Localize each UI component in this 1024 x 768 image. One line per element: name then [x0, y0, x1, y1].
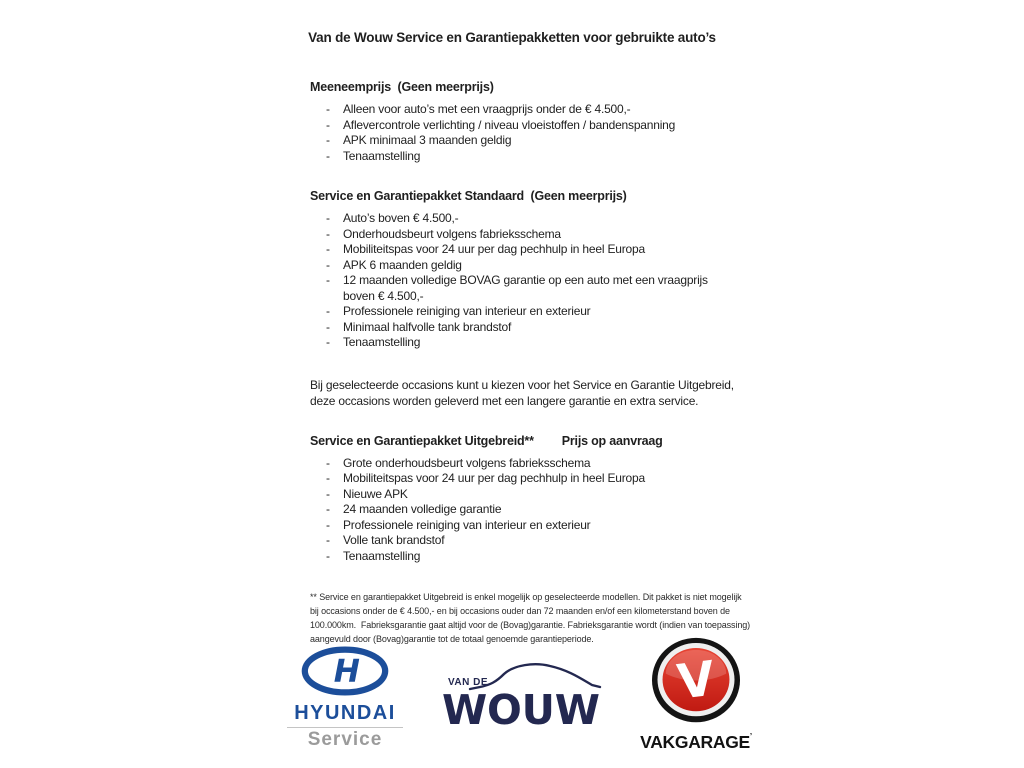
- list-item: - Aflevercontrole verlichting / niveau vloeistoffen / bandenspanning: [310, 118, 726, 134]
- svg-text:V: V: [674, 651, 718, 711]
- intro-line: deze occasions worden geleverd met een langere garantie en extra service.: [310, 393, 699, 408]
- list-item: - Professionele reiniging van interieur en exterieur: [310, 518, 726, 534]
- intro-line: Bij geselecteerde occasions kunt u kiezen voor het Service en Garantie Uitgebreid,: [310, 377, 734, 392]
- list-item: - Auto’s boven € 4.500,-: [310, 211, 726, 227]
- vakgarage-wordmark: [638, 732, 754, 753]
- hyundai-oval-h-icon: [300, 646, 390, 696]
- list-item: - Alleen voor auto’s met een vraagprijs onder de € 4.500,-: [310, 102, 726, 118]
- list-item: - Tenaamstelling: [310, 149, 726, 165]
- svg-text:H: H: [333, 653, 360, 690]
- hyundai-service-logo: [283, 646, 407, 751]
- meeneemprijs-list: [310, 102, 726, 164]
- hyundai-service-label: Service: [307, 729, 383, 750]
- vakgarage-trademark-tick: ’: [749, 732, 752, 741]
- list-item: - Tenaamstelling: [310, 335, 726, 351]
- vakgarage-logo: [638, 637, 754, 753]
- list-item: - Minimaal halfvolle tank brandstof: [310, 320, 726, 336]
- hyundai-wordmark: HYUNDAI: [294, 702, 396, 724]
- wouw-van-de-label: VAN DE: [448, 677, 489, 688]
- page-title: Van de Wouw Service en Garantiepakketten voor gebruikte auto’s: [308, 30, 716, 45]
- list-item: - APK minimaal 3 maanden geldig: [310, 133, 726, 149]
- list-item: - Nieuwe APK: [310, 487, 726, 503]
- list-item: - Volle tank brandstof: [310, 533, 726, 549]
- intro-paragraph: [310, 377, 740, 409]
- section-heading-uitgebreid: [310, 433, 740, 449]
- standaard-list: [310, 211, 726, 351]
- list-item: - Grote onderhoudsbeurt volgens fabrieksschema: [310, 456, 726, 472]
- section-heading-meeneemprijs: Meeneemprijs (Geen meerprijs): [310, 80, 494, 94]
- vakgarage-name: VAKGARAGE: [640, 732, 750, 752]
- car-silhouette-icon: [440, 660, 604, 730]
- list-item: - APK 6 maanden geldig: [310, 258, 726, 274]
- list-item: - Mobiliteitspas voor 24 uur per dag pechhulp in heel Europa: [310, 471, 726, 487]
- list-item: - Onderhoudsbeurt volgens fabrieksschema: [310, 227, 726, 243]
- list-item: - 12 maanden volledige BOVAG garantie op een auto met een vraagprijs boven € 4.500,-: [310, 273, 726, 304]
- fineprint-line: bij occasions onder de € 4.500,- en bij occasions ouder dan 72 maanden en/of een kilometerstand boven de: [310, 606, 730, 616]
- wouw-wordmark: WOUW: [442, 686, 600, 730]
- section-heading-standaard: Service en Garantiepakket Standaard (Geen meerprijs): [310, 189, 627, 203]
- list-item: - Professionele reiniging van interieur en exterieur: [310, 304, 726, 320]
- list-item: - Mobiliteitspas voor 24 uur per dag pechhulp in heel Europa: [310, 242, 726, 258]
- price-on-request-label: Prijs op aanvraag: [561, 433, 663, 448]
- list-item: - 24 maanden volledige garantie: [310, 502, 726, 518]
- hyundai-divider: [287, 727, 403, 728]
- fineprint-line: 100.000km. Fabrieksgarantie gaat altijd voor de (Bovag)garantie. Fabrieksgarantie wordt (indien van toepassing): [310, 620, 751, 630]
- fineprint-line: ** Service en garantiepakket Uitgebreid is enkel mogelijk op geselecteerde modellen. Dit pakket is niet mogelijk: [310, 592, 742, 602]
- van-de-wouw-logo: [440, 660, 604, 735]
- fineprint-line: aangevuld door (Bovag)garantie tot de totaal genoemde garantieperiode.: [310, 634, 594, 644]
- uitgebreid-list: [310, 456, 726, 565]
- section-heading-left: Service en Garantiepakket Uitgebreid**: [310, 433, 534, 448]
- list-item: - Tenaamstelling: [310, 549, 726, 565]
- vakgarage-badge-icon: [650, 637, 742, 725]
- document-body: [310, 79, 751, 646]
